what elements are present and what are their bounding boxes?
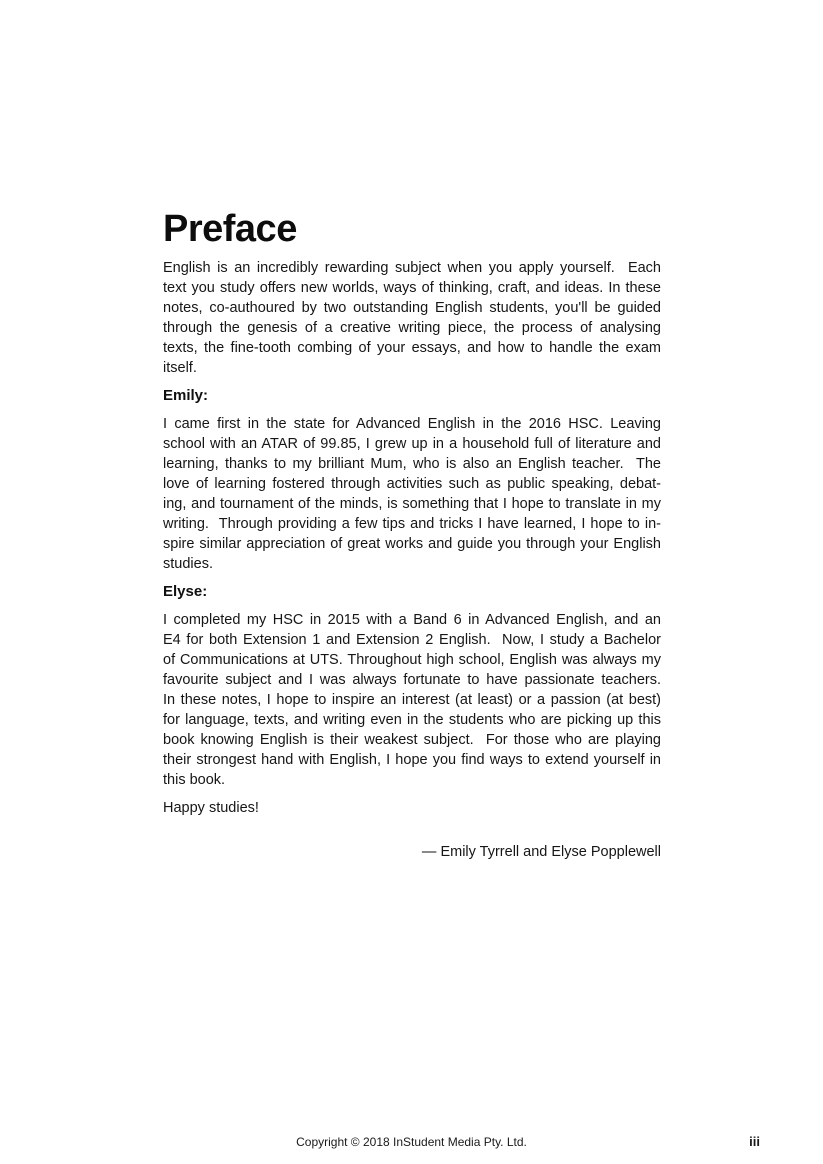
paragraph — [163, 798, 661, 818]
section-heading: Elyse: — [163, 583, 208, 600]
page-footer — [0, 1132, 823, 1152]
text-line: school with an ATAR of 99.85, I grew up in a household full of literature and — [163, 436, 661, 452]
text-line: texts, the fine-tooth combing of your essays, and how to handle the exam — [163, 340, 661, 356]
text-line: book knowing English is their weakest subject. For those who are playing — [163, 732, 661, 748]
text-line: E4 for both Extension 1 and Extension 2 English. Now, I study a Bachelor — [163, 632, 661, 648]
text-line: favourite subject and I was always fortunate to have passionate teachers. — [163, 672, 661, 688]
text-line: love of learning fostered through activities such as public speaking, debat- — [163, 476, 661, 492]
text-line: spire similar appreciation of great works and guide you through your English — [163, 536, 661, 552]
text-line: English is an incredibly rewarding subject when you apply yourself. Each — [163, 260, 661, 276]
section-heading: Emily: — [163, 387, 209, 404]
signature-line: — Emily Tyrrell and Elyse Popplewell — [421, 844, 661, 860]
sections-container — [163, 258, 661, 862]
text-line: ing, and tournament of the minds, is something that I hope to translate in my — [163, 496, 661, 512]
text-line: their strongest hand with English, I hope you find ways to extend yourself in — [163, 752, 661, 768]
text-line: studies. — [163, 556, 213, 572]
paragraph — [163, 258, 661, 378]
page-number: iii — [749, 1134, 760, 1149]
preface-content — [163, 209, 661, 862]
text-line: writing. Through providing a few tips and tricks I have learned, I hope to in- — [163, 516, 661, 532]
paragraph — [163, 414, 661, 574]
text-line: notes, co-authoured by two outstanding English students, you'll be guided — [163, 300, 661, 316]
text-line: itself. — [163, 360, 197, 376]
text-line: I came first in the state for Advanced English in the 2016 HSC. Leaving — [163, 416, 661, 432]
text-line: In these notes, I hope to inspire an interest (at least) or a passion (at best) — [163, 692, 661, 708]
page-title: Preface — [163, 208, 297, 250]
text-line: through the genesis of a creative writing piece, the process of analysing — [163, 320, 661, 336]
copyright-text: Copyright © 2018 InStudent Media Pty. Ltd. — [296, 1135, 527, 1149]
text-line: of Communications at UTS. Throughout high school, English was always my — [163, 652, 661, 668]
text-line: this book. — [163, 772, 226, 788]
text-line: Happy studies! — [163, 800, 259, 816]
paragraph — [163, 610, 661, 790]
text-line: learning, thanks to my brilliant Mum, who is also an English teacher. The — [163, 456, 661, 472]
text-line: I completed my HSC in 2015 with a Band 6 in Advanced English, and an — [163, 612, 661, 628]
text-line: text you study offers new worlds, ways of thinking, craft, and ideas. In these — [163, 280, 661, 296]
text-line: for language, texts, and writing even in the students who are picking up this — [163, 712, 661, 728]
